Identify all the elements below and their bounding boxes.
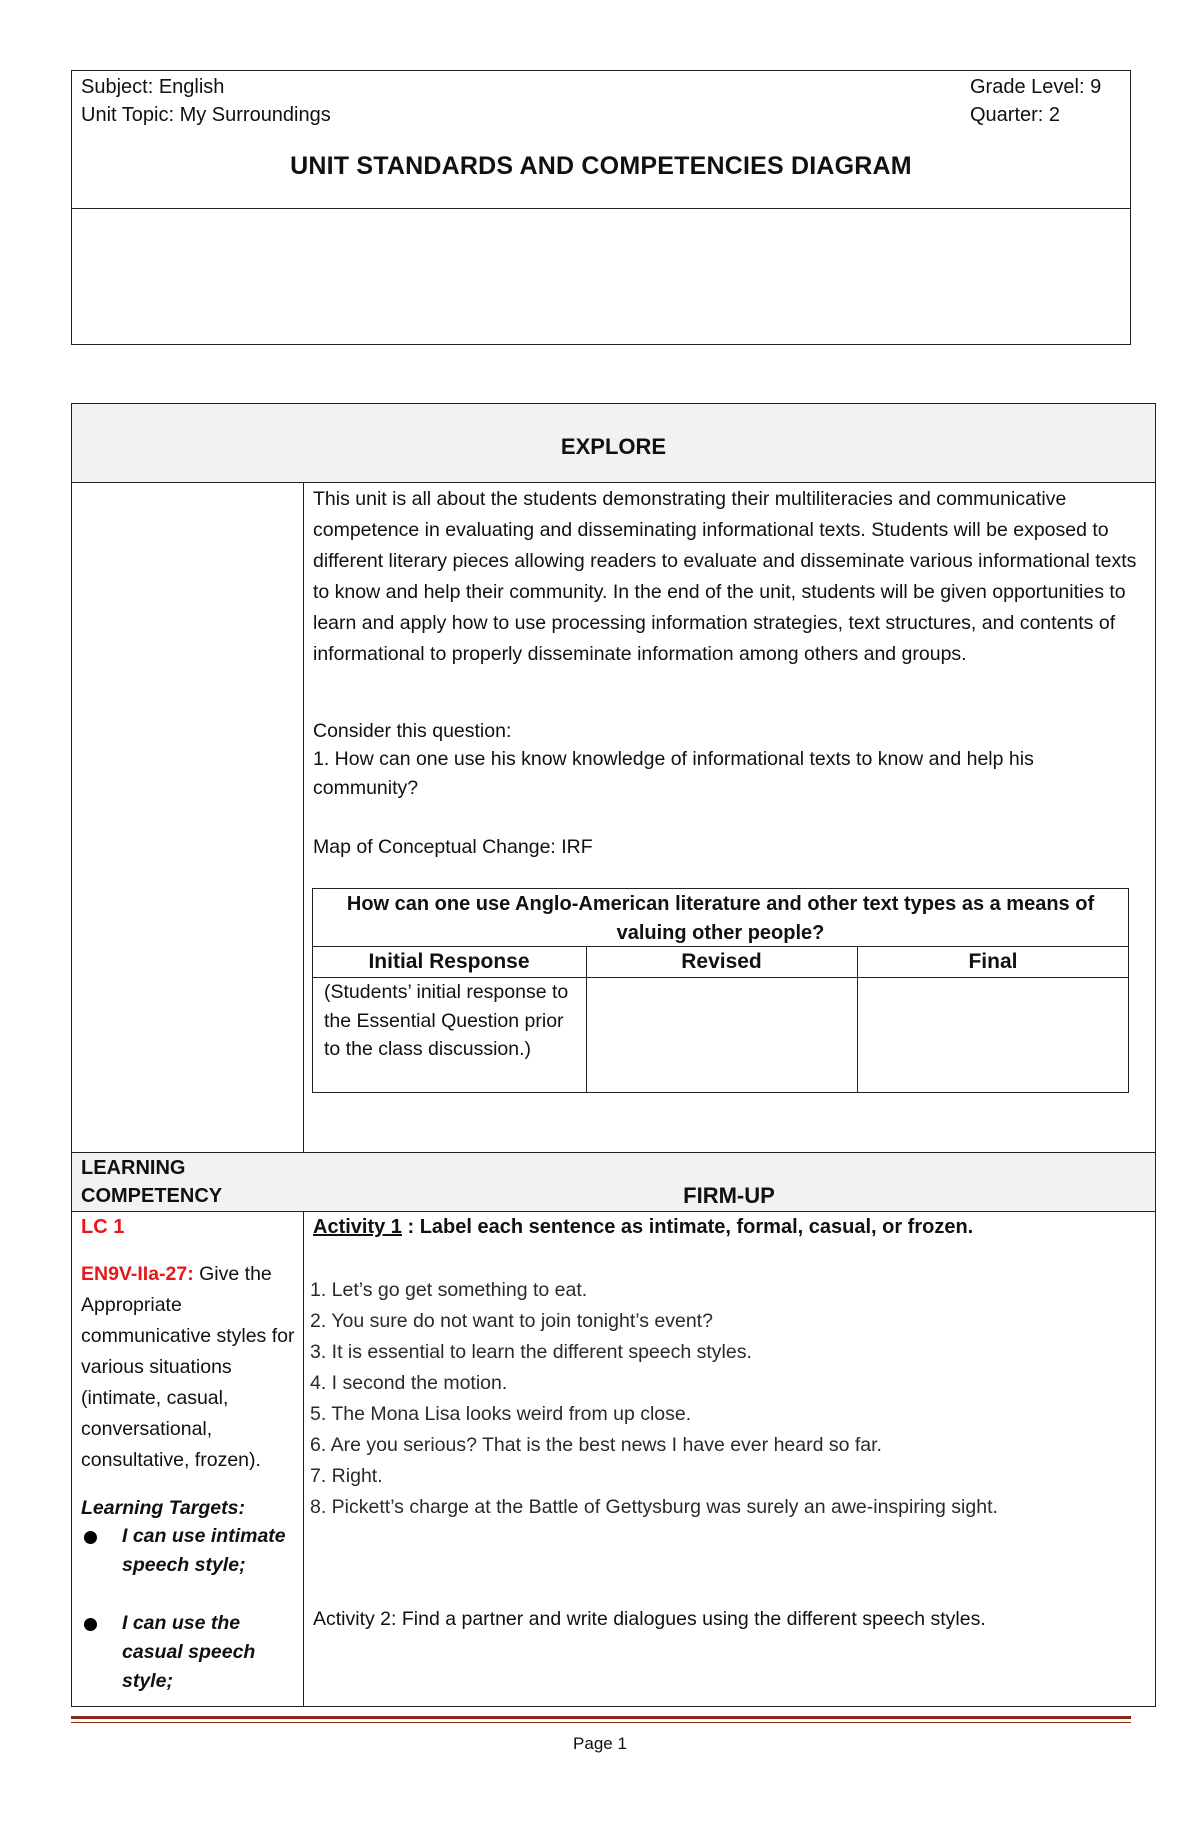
learning-targets-label: Learning Targets:	[81, 1497, 245, 1519]
learning-target-item	[81, 1609, 301, 1697]
learning-competency-header: LEARNING COMPETENCY	[81, 1157, 223, 1207]
sentence-item: 4. I second the motion.	[310, 1372, 508, 1394]
activity-1-text: : Label each sentence as intimate, formal, casual, or frozen.	[401, 1216, 974, 1238]
sentence-item: 2. You sure do not want to join tonight’s event?	[310, 1310, 713, 1332]
header-divider	[71, 208, 1131, 209]
learning-target-text: I can use intimate speech style;	[122, 1525, 286, 1576]
competency-text: Give the Appropriate communicative styles for various situations (intimate, casual, conversational, consultative, frozen).	[81, 1263, 295, 1471]
sentence-item: 1. Let’s go get something to eat.	[310, 1279, 588, 1301]
activity-1-instruction	[313, 1213, 1148, 1241]
firmup-title: FIRM-UP	[683, 1183, 775, 1208]
explore-title: EXPLORE	[560, 434, 667, 459]
learning-target-text: I can use the casual speech style;	[122, 1612, 256, 1692]
sentence-item: 3. It is essential to learn the different speech styles.	[310, 1341, 752, 1363]
sentence-item: 8. Pickett’s charge at the Battle of Gettysburg was surely an awe-inspiring sight.	[310, 1496, 998, 1518]
quarter-label: Quarter: 2	[970, 104, 1061, 126]
unit-topic-label: Unit Topic: My Surroundings	[81, 104, 331, 126]
lc-number: LC 1	[81, 1216, 125, 1238]
footer-rule	[71, 1716, 1131, 1719]
bullet-icon	[84, 1618, 97, 1631]
conceptual-change-label: Map of Conceptual Change: IRF	[313, 836, 593, 858]
footer-rule-thin	[71, 1722, 1131, 1723]
activity-1-label: Activity 1	[313, 1216, 402, 1238]
competency-description	[81, 1259, 299, 1476]
irf-row-divider	[312, 946, 1129, 947]
page-number: Page 1	[573, 1734, 627, 1753]
sentence-item: 6. Are you serious? That is the best news I have ever heard so far.	[310, 1434, 882, 1456]
activity-1-sentence-list	[310, 1275, 1145, 1523]
document-title: UNIT STANDARDS AND COMPETENCIES DIAGRAM	[290, 152, 912, 180]
irf-initial-response-cell: (Students’ initial response to the Essential Question prior to the class discussion.)	[324, 981, 569, 1060]
irf-col-revised: Revised	[681, 950, 762, 973]
explore-intro-paragraph: This unit is all about the students demonstrating their multiliteracies and communicative competence in evaluating and disseminating informational texts. Students will be exposed to different literary pieces allowing readers to evaluate and disseminate various informational texts to know and help their community. In the end of the unit, students will be given opportunities to learn and apply how to use processing information strategies, text structures, and contents of informational to properly disseminate information among others and groups.	[313, 488, 1137, 665]
competency-code: EN9V-IIa-27:	[81, 1263, 194, 1285]
sentence-item: 7. Right.	[310, 1465, 383, 1487]
irf-col-initial: Initial Response	[368, 950, 530, 973]
bullet-icon	[84, 1531, 97, 1544]
irf-col-final: Final	[968, 950, 1018, 973]
subject-label: Subject: English	[81, 76, 225, 98]
grade-level-label: Grade Level: 9	[970, 76, 1102, 98]
consider-question-label: Consider this question:	[313, 720, 512, 742]
learning-target-item	[81, 1522, 301, 1610]
sentence-item: 5. The Mona Lisa looks weird from up close.	[310, 1403, 692, 1425]
activity-2-instruction: Activity 2: Find a partner and write dialogues using the different speech styles.	[313, 1608, 986, 1630]
column-divider	[303, 483, 304, 1707]
essential-question: 1. How can one use his know knowledge of informational texts to know and help his community?	[313, 748, 1034, 799]
irf-question: How can one use Anglo-American literature and other text types as a means of valuing other people?	[346, 893, 1095, 944]
